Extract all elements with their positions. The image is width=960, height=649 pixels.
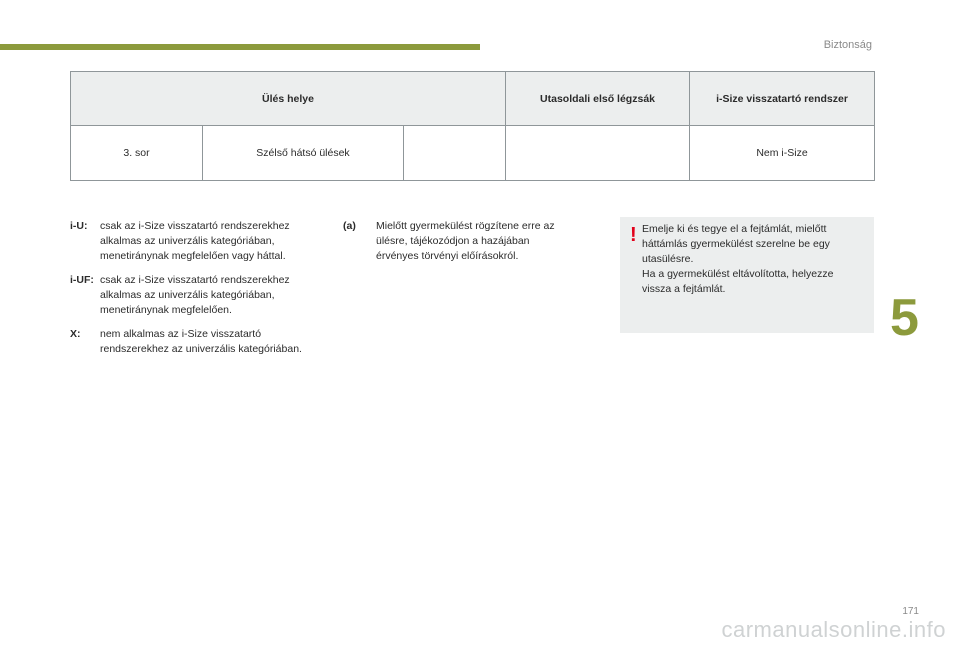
footnote-key: (a) xyxy=(343,220,356,232)
table-row xyxy=(71,126,875,181)
table-cell xyxy=(506,126,690,181)
table-cell: Szélső hátsó ülések xyxy=(203,126,404,181)
legend xyxy=(70,219,330,366)
footnote-a xyxy=(343,219,573,264)
legend-text: nem alkalmas az i-Size visszatartó rendszerekhez az univerzális kategóriában. xyxy=(100,328,302,355)
legend-text: csak az i-Size visszatartó rendszerekhez alkalmas az univerzális kategóriában, menetiránynak megfelelően. xyxy=(100,274,290,316)
legend-item xyxy=(70,273,330,318)
warning-text xyxy=(642,222,864,297)
header-accent-bar xyxy=(0,44,480,50)
legend-key: i-UF: xyxy=(70,274,94,286)
page-number: 171 xyxy=(902,606,919,617)
footnote-text: Mielőtt gyermekülést rögzítene erre az ülésre, tájékozódjon a hazájában érvényes törvényi előírásokról. xyxy=(376,220,555,262)
table-cell: 3. sor xyxy=(71,126,203,181)
watermark: carmanualsonline.info xyxy=(721,617,946,642)
legend-key: i-U: xyxy=(70,220,88,232)
warning-line: Emelje ki és tegye el a fejtámlát, mielőtt háttámlás gyermekülést szerelne be egy utasülésre. xyxy=(642,223,830,265)
header-front-airbag: Utasoldali első légzsák xyxy=(506,72,690,126)
table-cell: Nem i-Size xyxy=(690,126,875,181)
legend-text: csak az i-Size visszatartó rendszerekhez alkalmas az univerzális kategóriában, menetiránynak megfelelően vagy háttal. xyxy=(100,220,290,262)
warning-line: Ha a gyermekülést eltávolította, helyezze vissza a fejtámlát. xyxy=(642,268,834,295)
header-seat-position: Ülés helye xyxy=(71,72,506,126)
table-header-row xyxy=(71,72,875,126)
exclamation-icon: ! xyxy=(630,224,637,246)
legend-item xyxy=(70,327,330,357)
seat-table xyxy=(70,71,875,181)
legend-item xyxy=(70,219,330,264)
legend-key: X: xyxy=(70,328,81,340)
warning-box xyxy=(620,217,874,333)
header-isize-system: i-Size visszatartó rendszer xyxy=(690,72,875,126)
table-cell xyxy=(404,126,506,181)
section-title: Biztonság xyxy=(823,39,872,51)
chapter-number: 5 xyxy=(890,289,919,347)
